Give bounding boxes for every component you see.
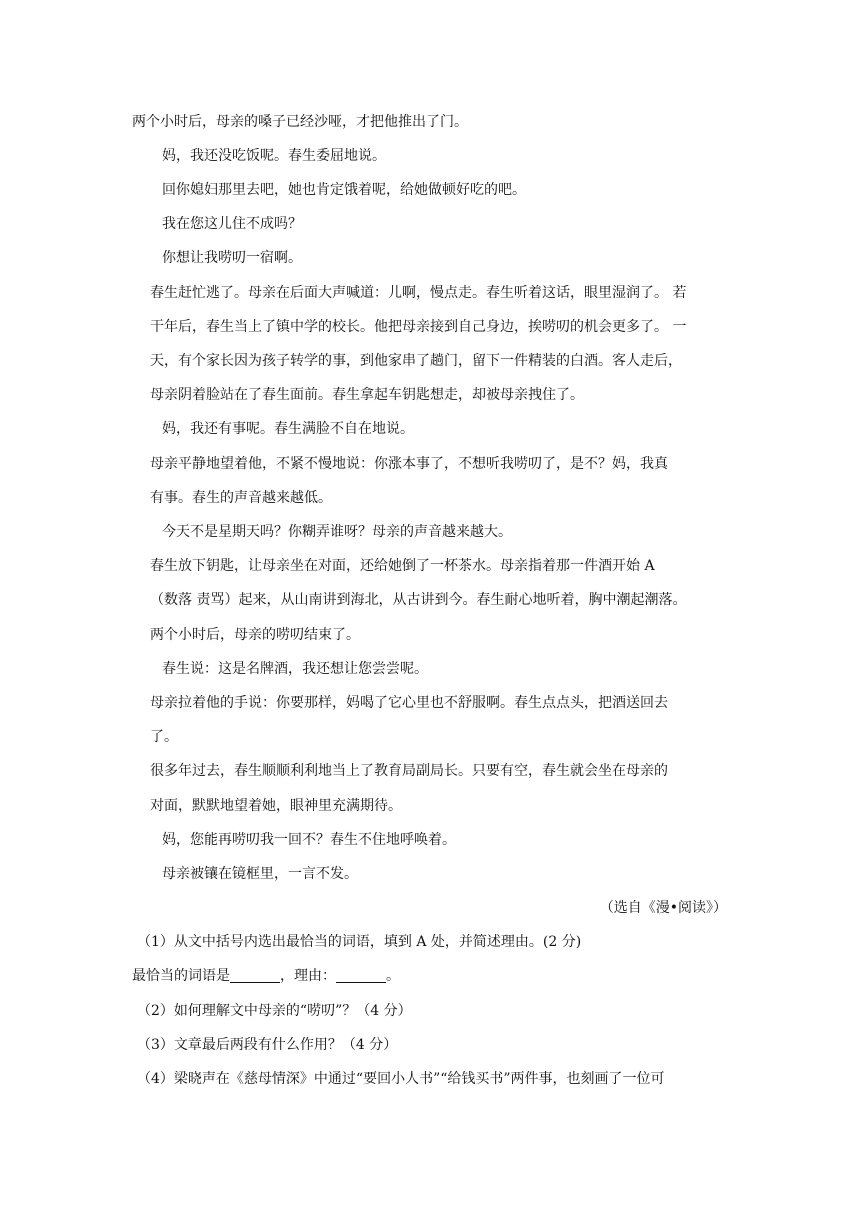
paragraph-line: 今天不是星期天吗？你糊弄谁呀？母亲的声音越来越大。 (162, 524, 512, 540)
paragraph-line: 对面，默默地望着她，眼神里充满期待。 (150, 798, 402, 814)
paragraph-line: 母亲平静地望着他，不紧不慢地说：你涨本事了，不想听我唠叨了，是不？妈，我真 (150, 456, 668, 472)
paragraph-line: 干年后，春生当上了镇中学的校长。他把母亲接到自己身边，挨唠叨的机会更多了。 一 (150, 319, 687, 335)
paragraph-line: 有事。春生的声音越来越低。 (150, 490, 332, 506)
question-4: （4）梁晓声在《慈母情深》中通过“要回小人书”“给钱买书”两件事，也刻画了一位可 (137, 1071, 665, 1087)
paragraph-line: 两个小时后，母亲的嗓子已经沙哑，才把他推出了门。 (132, 114, 468, 130)
paragraph-line: 天，有个家长因为孩子转学的事，到他家串了趟门，留下一件精装的白酒。客人走后， (150, 353, 682, 369)
paragraph-line: 你想让我唠叨一宿啊。 (162, 250, 302, 266)
paragraph-line: 母亲被镶在镜框里，一言不发。 (162, 866, 358, 882)
source-citation: （选自《漫•阅读》） (599, 900, 727, 916)
paragraph-line: 很多年过去，春生顺顺利利地当上了教育局副局长。只要有空，春生就会坐在母亲的 (150, 763, 668, 779)
question-2: （2）如何理解文中母亲的“唠叨”？（4 分） (137, 1003, 412, 1019)
question-1: （1）从文中括号内选出最恰当的词语，填到 A 处，并简述理由。(2 分) (137, 934, 582, 950)
paragraph-line: 母亲拉着他的手说：你要那样，妈喝了它心里也不舒服啊。春生点点头，把酒送回去 (150, 695, 668, 711)
paragraph-line: 我在您这儿住不成吗？ (162, 216, 302, 232)
answer-end: 。 (386, 968, 400, 984)
question-1-answer-line (132, 966, 400, 986)
answer-mid: ，理由： (280, 968, 336, 984)
paragraph-line: 两个小时后，母亲的唠叨结束了。 (150, 627, 360, 643)
paragraph-line: （数落 责骂）起来，从山南讲到海北，从古讲到今。春生耐心地听着，胸中潮起潮落。 (150, 592, 687, 608)
answer-blank-word[interactable] (230, 968, 280, 983)
paragraph-line: 妈，我还有事呢。春生满脸不自在地说。 (162, 421, 414, 437)
paragraph-line: 妈，我还没吃饭呢。春生委屈地说。 (162, 148, 386, 164)
paragraph-line: 春生赶忙逃了。母亲在后面大声喊道：儿啊，慢点走。春生听着这话，眼里湿润了。 若 (150, 285, 687, 301)
paragraph-line: 妈，您能再唠叨我一回不？春生不住地呼唤着。 (162, 832, 456, 848)
paragraph-line: 回你媳妇那里去吧，她也肯定饿着呢，给她做顿好吃的吧。 (162, 182, 526, 198)
paragraph-line: 了。 (150, 729, 178, 745)
question-3: （3）文章最后两段有什么作用？（4 分） (137, 1037, 398, 1053)
paragraph-line: 母亲阴着脸站在了春生面前。春生拿起车钥匙想走，却被母亲拽住了。 (150, 387, 584, 403)
paragraph-line: 春生说：这是名牌酒，我还想让您尝尝呢。 (162, 661, 428, 677)
paragraph-line: 春生放下钥匙，让母亲坐在对面，还给她倒了一杯茶水。母亲指着那一件酒开始 A (150, 558, 655, 574)
answer-prefix: 最恰当的词语是 (132, 968, 230, 984)
answer-blank-reason[interactable] (336, 968, 386, 983)
